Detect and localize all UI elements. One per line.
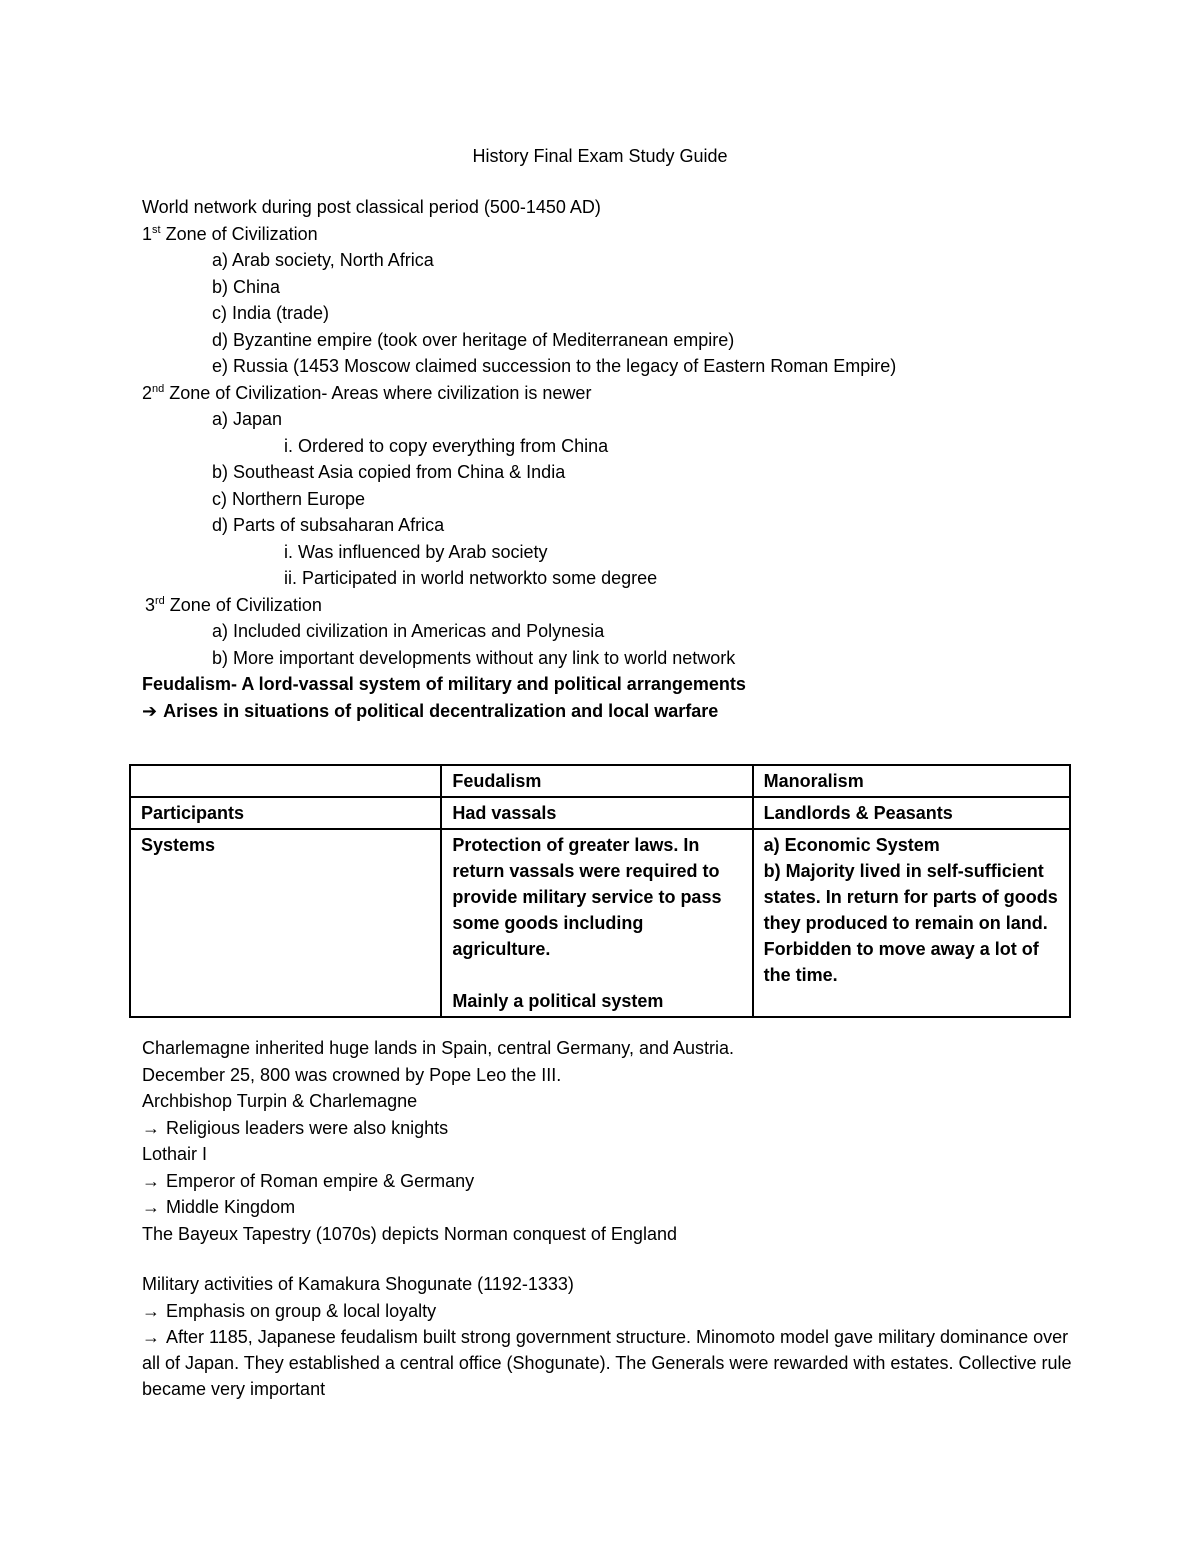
table-cell: Systems bbox=[130, 829, 441, 1017]
sub-list-item: i. Was influenced by Arab society bbox=[284, 541, 548, 562]
text-line: Archbishop Turpin & Charlemagne bbox=[142, 1091, 418, 1111]
arrow-icon: → bbox=[142, 1170, 160, 1191]
sub-list-item: ii. Participated in world networkto some degree bbox=[284, 568, 658, 588]
arrow-icon: → bbox=[142, 1327, 160, 1347]
list-item: b) More important developments without any link to world network bbox=[212, 647, 736, 668]
comparison-table bbox=[129, 764, 1071, 1018]
text-line: The Bayeux Tapestry (1070s) depicts Norman conquest of England bbox=[142, 1223, 677, 1244]
feudalism-definition: Feudalism- A lord-vassal system of military and political arrangements bbox=[142, 674, 746, 694]
text-line: Lothair I bbox=[142, 1144, 208, 1164]
table-cell: Participants bbox=[130, 797, 441, 829]
table-header-cell bbox=[130, 765, 441, 797]
charlemagne-section bbox=[142, 1035, 1082, 1247]
list-item: a) Included civilization in Americas and Polynesia bbox=[212, 621, 605, 641]
zone1-heading: 1st Zone of Civilization bbox=[142, 223, 318, 244]
list-item: a) Japan bbox=[212, 409, 283, 429]
manoralism-item-a: a) Economic System bbox=[763, 835, 940, 855]
sub-list-item: i. Ordered to copy everything from China bbox=[284, 435, 609, 456]
table-cell bbox=[441, 829, 752, 1017]
table-cell: Had vassals bbox=[441, 797, 752, 829]
arrow-icon: ➔ bbox=[142, 700, 158, 721]
text-paragraph: → After 1185, Japanese feudalism built strong government structure. Minomoto model gave military dominance over all of Japan. They established a central office (Shogunate). The Generals were rewarded with estates. Collective rule became very important bbox=[142, 1327, 1072, 1399]
list-item: c) Northern Europe bbox=[212, 488, 366, 509]
text-line: → Emperor of Roman empire & Germany bbox=[142, 1170, 475, 1191]
feudalism-note: ➔ Arises in situations of political decentralization and local warfare bbox=[142, 700, 719, 721]
zone2-heading: 2nd Zone of Civilization- Areas where civilization is newer bbox=[142, 382, 592, 403]
arrow-icon: → bbox=[142, 1300, 160, 1321]
text-line: → Emphasis on group & local loyalty bbox=[142, 1300, 437, 1321]
list-item: d) Byzantine empire (took over heritage of Mediterranean empire) bbox=[212, 329, 735, 350]
text-line: December 25, 800 was crowned by Pope Leo the III. bbox=[142, 1064, 562, 1085]
text-line: Military activities of Kamakura Shogunate (1192-1333) bbox=[142, 1274, 574, 1294]
feudalism-systems-note: Mainly a political system bbox=[452, 991, 664, 1011]
page-title: History Final Exam Study Guide bbox=[472, 146, 728, 166]
text-line: → Middle Kingdom bbox=[142, 1197, 296, 1217]
text-line: Charlemagne inherited huge lands in Spain, central Germany, and Austria. bbox=[142, 1038, 735, 1058]
table-header-cell: Feudalism bbox=[441, 765, 752, 797]
table-row bbox=[130, 765, 1070, 797]
outline-section bbox=[142, 194, 1082, 724]
list-item: c) India (trade) bbox=[212, 303, 330, 323]
table-header-cell: Manoralism bbox=[753, 765, 1070, 797]
table-cell: Landlords & Peasants bbox=[753, 797, 1070, 829]
list-item: d) Parts of subsaharan Africa bbox=[212, 515, 445, 535]
list-item: b) China bbox=[212, 276, 281, 297]
text-line: → Religious leaders were also knights bbox=[142, 1117, 449, 1138]
arrow-icon: → bbox=[142, 1197, 160, 1217]
list-item: e) Russia (1453 Moscow claimed succession to the legacy of Eastern Roman Empire) bbox=[212, 356, 897, 376]
table-row bbox=[130, 829, 1070, 1017]
zone3-heading: 3rd Zone of Civilization bbox=[145, 594, 322, 615]
table-cell bbox=[753, 829, 1070, 1017]
outline-heading: World network during post classical period (500-1450 AD) bbox=[142, 197, 601, 217]
manoralism-item-b: b) Majority lived in self-sufficient states. In return for parts of goods they produced to remain on land. Forbidden to move away a lot of the time. bbox=[763, 861, 1058, 985]
arrow-icon: → bbox=[142, 1117, 160, 1138]
list-item: b) Southeast Asia copied from China & India bbox=[212, 462, 566, 482]
table-row bbox=[130, 797, 1070, 829]
kamakura-section bbox=[142, 1271, 1082, 1402]
feudalism-systems-text: Protection of greater laws. In return vassals were required to provide military service to pass some goods including agriculture. bbox=[452, 835, 722, 959]
list-item: a) Arab society, North Africa bbox=[212, 250, 434, 270]
